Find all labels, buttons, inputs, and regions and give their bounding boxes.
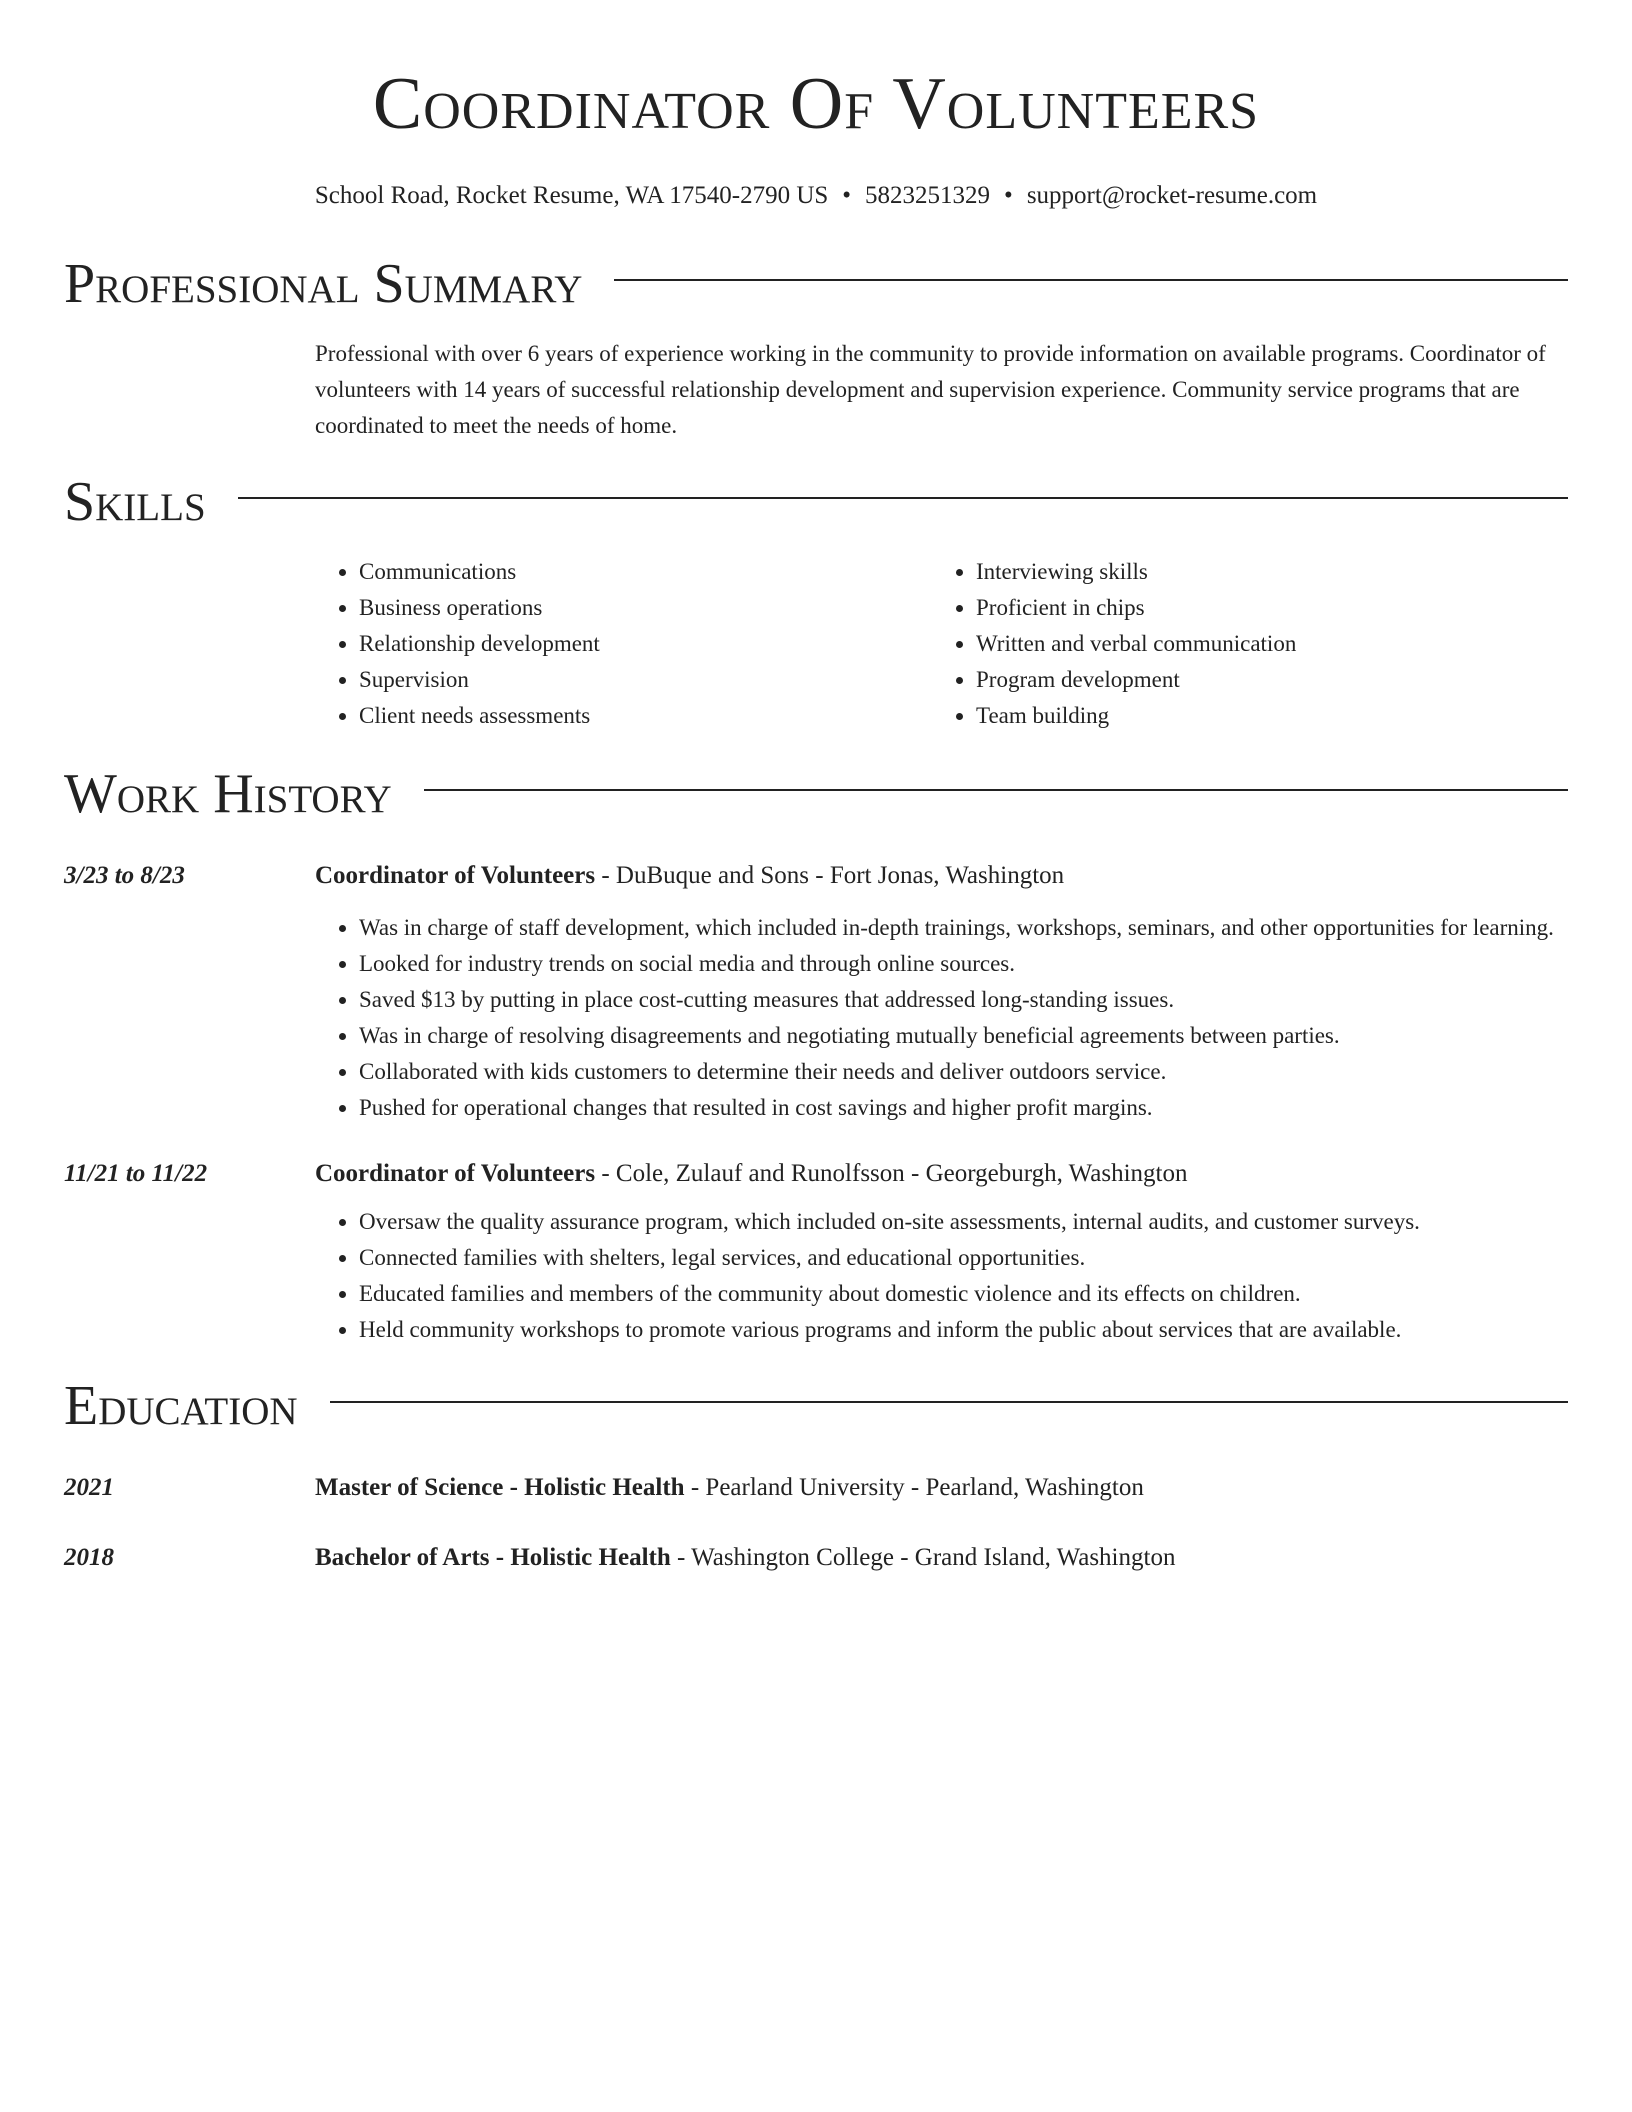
skill-item: • Client needs assessments [359,698,932,734]
job-bullet-list [315,910,1568,1126]
section-title: Skills [64,471,206,533]
summary-section-header [64,254,1568,314]
job-title-line [315,1156,1568,1192]
education-details: - Pearland University - Pearland, Washington [684,1474,1144,1501]
section-divider [424,789,1568,791]
job-bullet: • Oversaw the quality assurance program, which included on-site assessments, internal audits, and customer surveys. [359,1204,1568,1240]
skill-item: • Team building [976,698,1549,734]
education-section-header [64,1376,1568,1436]
education-line [315,1540,1568,1576]
skill-item: • Relationship development [359,626,932,662]
contact-separator: • [1004,182,1013,209]
job-details: - Cole, Zulauf and Runolfsson - Georgeburgh, Washington [595,1160,1188,1187]
skills-column-left [315,554,932,734]
skills-column-right [932,554,1549,734]
skill-item: • Proficient in chips [976,590,1549,626]
job-bullet: • Connected families with shelters, legal services, and educational opportunities. [359,1240,1568,1276]
contact-address: School Road, Rocket Resume, WA 17540-2790 US [314,182,829,209]
job-title: Coordinator of Volunteers [315,862,596,889]
work-section-header [64,764,1568,824]
skills-section-header [64,472,1568,532]
skill-item: • Supervision [359,662,932,698]
resume-page [64,0,1568,1576]
contact-line [64,180,1568,212]
skill-item: • Program development [976,662,1549,698]
education-item [64,1470,1568,1506]
skill-item: • Interviewing skills [976,554,1549,590]
education-year: 2018 [64,1544,114,1571]
contact-email: support@rocket-resume.com [1026,182,1318,209]
education-degree: Bachelor of Arts - Holistic Health [315,1544,671,1571]
section-title: Professional Summary [64,253,583,315]
job-header [64,858,1568,894]
job-bullet: • Educated families and members of the community about domestic violence and its effects on children. [359,1276,1568,1312]
job-dates: 3/23 to 8/23 [64,862,185,889]
section-divider [614,279,1568,281]
section-title: Education [64,1375,298,1437]
contact-separator: • [842,182,852,209]
summary-text: Professional with over 6 years of experience working in the community to provide information on available programs. Coordinator of volunteers with 14 years of successful relationship development and supervision experience. Community service programs that are coordinated to meet the needs of home. [315,341,1546,438]
job-details: - DuBuque and Sons - Fort Jonas, Washington [595,862,1065,889]
education-line [315,1470,1568,1506]
section-divider [238,497,1568,499]
job-bullet-list [315,1204,1568,1348]
education-details: - Washington College - Grand Island, Washington [670,1544,1176,1571]
job-bullet: • Saved $13 by putting in place cost-cutting measures that addressed long-standing issues. [359,982,1568,1018]
job-header [64,1156,1568,1192]
job-bullet: • Was in charge of staff development, which included in-depth trainings, workshops, seminars, and other opportunities for learning. [359,910,1568,946]
job-bullet: • Pushed for operational changes that resulted in cost savings and higher profit margins. [359,1090,1568,1126]
job-bullet: • Held community workshops to promote various programs and inform the public about services that are available. [359,1312,1568,1348]
education-degree: Master of Science - Holistic Health [315,1474,685,1501]
job-bullet: • Was in charge of resolving disagreements and negotiating mutually beneficial agreements between parties. [359,1018,1568,1054]
skill-item: • Written and verbal communication [976,626,1549,662]
job-title-line [315,858,1568,894]
skills-list [315,554,1568,734]
education-item [64,1540,1568,1576]
section-title: Work History [64,763,392,825]
job-bullet: • Looked for industry trends on social media and through online sources. [359,946,1568,982]
skill-item: • Business operations [359,590,932,626]
education-year: 2021 [64,1474,114,1501]
contact-phone: 5823251329 [865,182,991,209]
job-title: Coordinator of Volunteers [315,1160,596,1187]
job-dates: 11/21 to 11/22 [64,1160,208,1187]
section-divider [330,1401,1568,1403]
job-bullet: • Collaborated with kids customers to determine their needs and deliver outdoors service. [359,1054,1568,1090]
skill-item: • Communications [359,554,932,590]
resume-name: Coordinator Of Volunteers [372,63,1260,145]
